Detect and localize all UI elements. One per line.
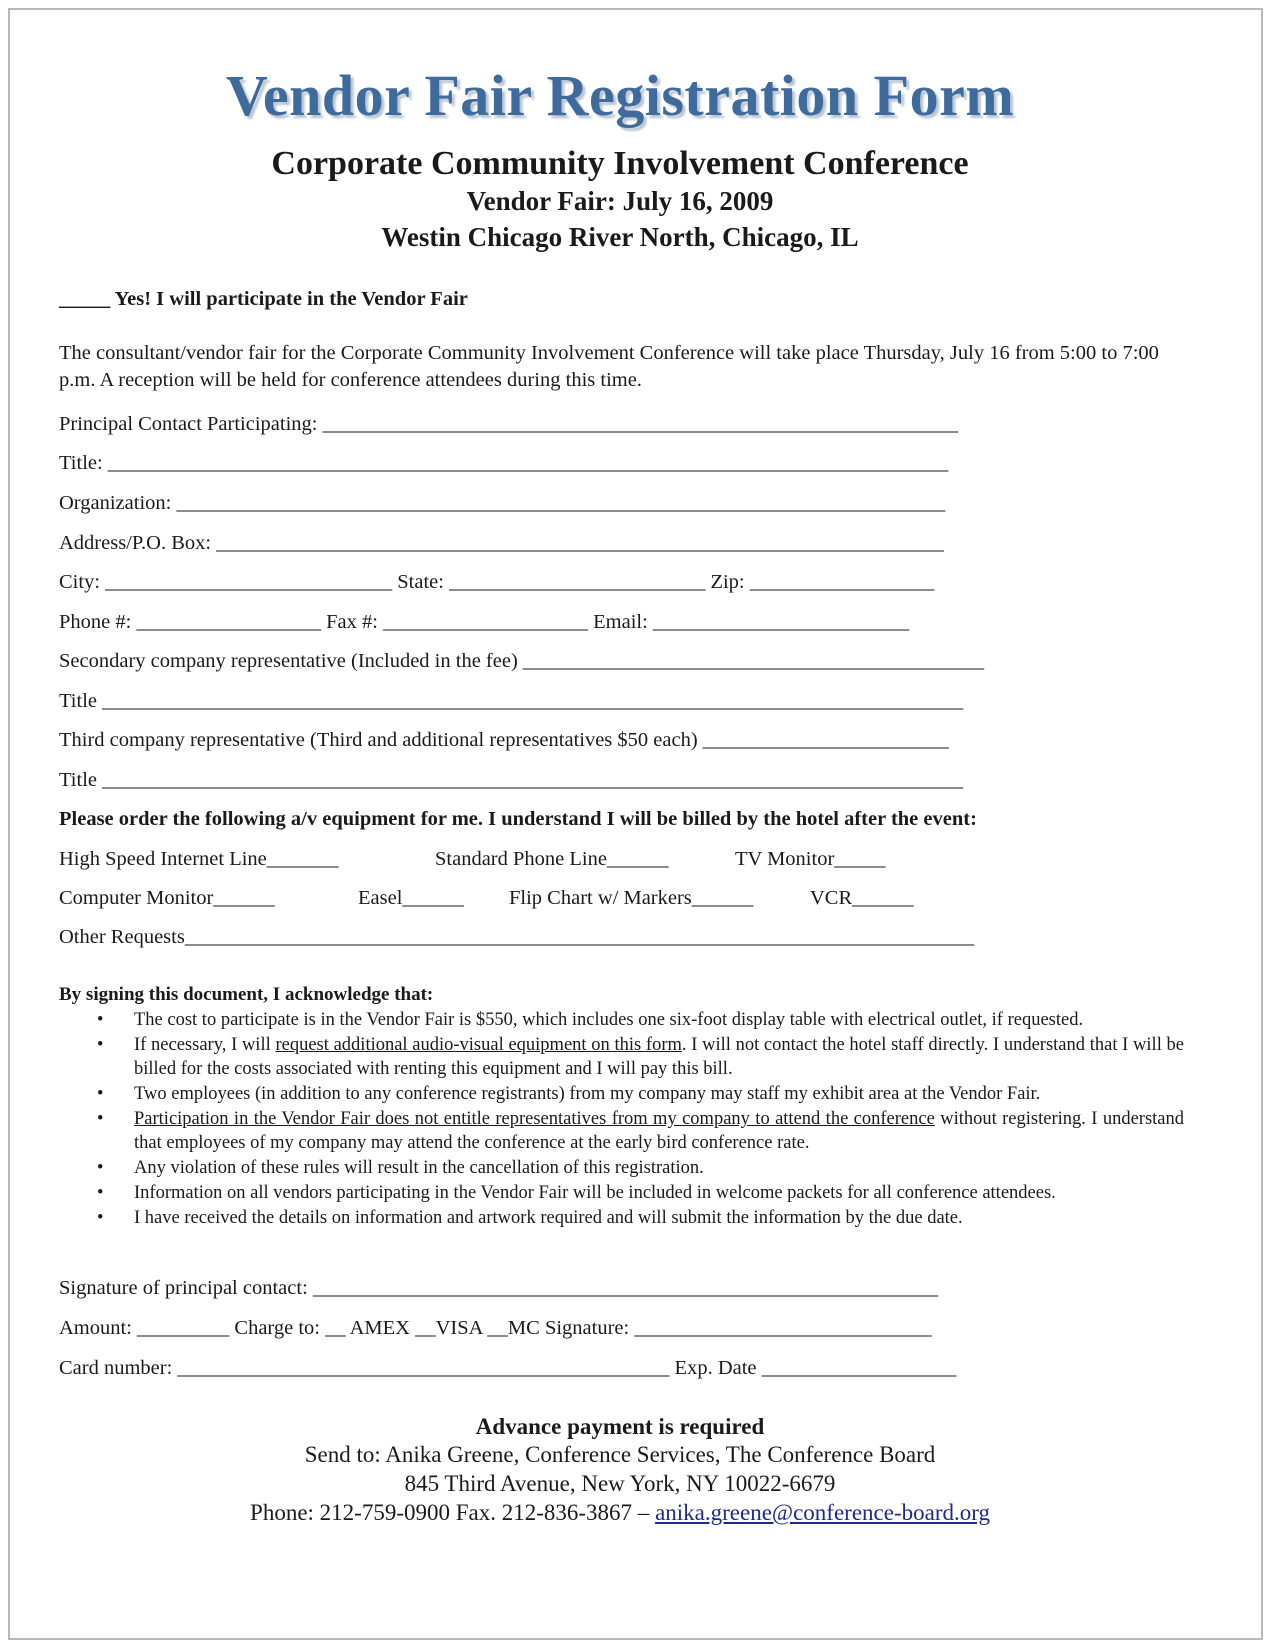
list-item: • Participation in the Vendor Fair does not entitle representatives from my company to attend the conference without registering. I understand that employees of my company may attend the conference at the early bird conference rate. bbox=[97, 1109, 1184, 1153]
title-field-1[interactable]: Title: __________________________________________________________________________________ bbox=[59, 452, 949, 474]
acknowledge-heading: By signing this document, I acknowledge that: bbox=[59, 984, 434, 1005]
send-to-line: Send to: Anika Greene, Conference Services, The Conference Board bbox=[304, 1442, 936, 1467]
principal-contact-field[interactable]: Principal Contact Participating: ______________________________________________________________ bbox=[59, 413, 959, 435]
advance-payment-notice: Advance payment is required bbox=[475, 1414, 765, 1439]
av-vcr[interactable]: VCR______ bbox=[810, 887, 914, 909]
third-rep-field[interactable]: Third company representative (Third and additional representatives $50 each) ________________________ bbox=[59, 729, 949, 751]
bullet: • bbox=[97, 1208, 104, 1228]
email-link[interactable]: anika.greene@conference-board.org bbox=[655, 1500, 990, 1525]
principal-signature-field[interactable]: Signature of principal contact: _____________________________________________________________ bbox=[59, 1277, 939, 1299]
event-date: Vendor Fair: July 16, 2009 bbox=[466, 186, 774, 216]
av-phone-line[interactable]: Standard Phone Line______ bbox=[435, 848, 669, 870]
bullet: • bbox=[97, 1010, 104, 1030]
av-tv-monitor[interactable]: TV Monitor_____ bbox=[735, 848, 886, 870]
list-item: • Any violation of these rules will result in the cancellation of this registration. bbox=[97, 1158, 704, 1178]
av-heading: Please order the following a/v equipment for me. I understand I will be billed by the hotel after the event: bbox=[59, 808, 977, 830]
organization-field[interactable]: Organization: ___________________________________________________________________________ bbox=[59, 492, 946, 514]
form-title: Vendor Fair Registration Form bbox=[225, 63, 1015, 128]
mailing-address: 845 Third Avenue, New York, NY 10022-6679 bbox=[404, 1471, 836, 1496]
title-field-2[interactable]: Title ____________________________________________________________________________________ bbox=[59, 690, 964, 712]
city-state-zip-fields[interactable]: City: ____________________________ State: _________________________ Zip: __________________ bbox=[59, 571, 935, 593]
contact-line bbox=[0, 1500, 1240, 1526]
bullet: • bbox=[97, 1084, 104, 1104]
acknowledge-list bbox=[59, 1008, 1184, 1231]
address-field[interactable]: Address/P.O. Box: _______________________________________________________________________ bbox=[59, 532, 944, 554]
title-field-3[interactable]: Title ____________________________________________________________________________________ bbox=[59, 769, 964, 791]
list-item: • Information on all vendors participating in the Vendor Fair will be included in welcome packets for all conference attendees. bbox=[97, 1183, 1056, 1203]
secondary-rep-field[interactable]: Secondary company representative (Included in the fee) _____________________________________________ bbox=[59, 650, 985, 672]
av-flip-chart[interactable]: Flip Chart w/ Markers______ bbox=[509, 887, 754, 909]
bullet: • bbox=[97, 1035, 104, 1055]
av-other-requests[interactable]: Other Requests_____________________________________________________________________________ bbox=[59, 926, 975, 948]
bullet: • bbox=[97, 1158, 104, 1178]
rsvp-line[interactable]: _____ Yes! I will participate in the Vendor Fair bbox=[59, 288, 468, 310]
list-item: • Two employees (in addition to any conference registrants) from my company may staff my exhibit area at the Vendor Fair. bbox=[97, 1084, 1041, 1104]
av-internet-line[interactable]: High Speed Internet Line_______ bbox=[59, 848, 339, 870]
conference-name: Corporate Community Involvement Conference bbox=[271, 145, 969, 182]
phone-fax-email-fields[interactable]: Phone #: __________________ Fax #: ____________________ Email: _________________________ bbox=[59, 611, 910, 633]
bullet: • bbox=[97, 1183, 104, 1203]
list-item: • If necessary, I will request additional audio-visual equipment on this form. I will not contact the hotel staff directly. I understand that I will be billed for the costs associated with renting this equipment and I will pay this bill. bbox=[97, 1035, 1185, 1079]
intro-paragraph: The consultant/vendor fair for the Corporate Community Involvement Conference will take place Thursday, July 16 from 5:00 to 7:00 p.m. A reception will be held for conference attendees during this time. bbox=[59, 342, 1159, 391]
list-item: • The cost to participate is in the Vendor Fair is $550, which includes one six-foot display table with electrical outlet, if requested. bbox=[97, 1010, 1084, 1030]
amount-charge-signature-fields[interactable]: Amount: _________ Charge to: __ AMEX __VISA __MC Signature: _____________________________ bbox=[59, 1317, 932, 1339]
av-computer-monitor[interactable]: Computer Monitor______ bbox=[59, 887, 275, 909]
list-item: • I have received the details on information and artwork required and will submit the information by the due date. bbox=[97, 1208, 963, 1228]
av-easel[interactable]: Easel______ bbox=[358, 887, 464, 909]
event-venue: Westin Chicago River North, Chicago, IL bbox=[381, 222, 859, 252]
card-number-expdate-fields[interactable]: Card number: ________________________________________________ Exp. Date ___________________ bbox=[59, 1357, 957, 1379]
phone-fax-text: Phone: 212-759-0900 Fax. 212-836-3867 – bbox=[250, 1500, 656, 1525]
bullet: • bbox=[97, 1109, 104, 1129]
